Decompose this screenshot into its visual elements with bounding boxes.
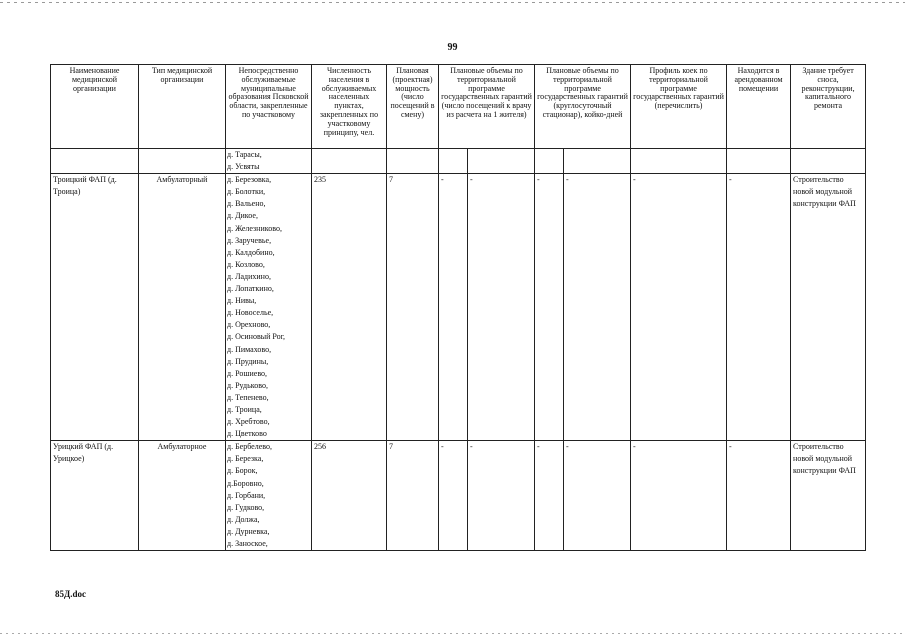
place-item: д. Лопаткино, — [227, 284, 274, 294]
place-item: д. Хребтово, — [227, 417, 270, 427]
place-item: д. Пимахово, — [227, 344, 272, 354]
visits-cell: - — [439, 174, 468, 441]
rebuild-cell: Строительство новой модульной конструкции ФАП — [791, 441, 866, 551]
header-municipalities: Непосредственно обслуживаемые муниципальные образования Псковской области, закрепленные по участковому — [226, 65, 312, 149]
place-item: д. Дикое, — [227, 211, 258, 221]
org-type-cell: Амбулаторный — [139, 174, 226, 441]
beds-cell: - — [535, 441, 564, 551]
header-bed-volumes: Плановые объемы по территориальной программе государственных гарантий (круглосуточный стационар), койко-дней — [535, 65, 631, 149]
header-rebuild: Здание требует сноса, реконструкции, капитального ремонта — [791, 65, 866, 149]
header-visit-volumes: Плановые объемы по территориальной программе государственных гарантий (число посещений к врачу из расчета на 1 жителя) — [439, 65, 535, 149]
place-item: д. Калдобино, — [227, 247, 275, 257]
place-item: д. Горбани, — [227, 490, 266, 500]
scan-edge-bottom — [0, 633, 905, 634]
header-org-name: Наименование медицинской организации — [51, 65, 139, 149]
beds-cell: - — [564, 441, 631, 551]
population-cell: 235 — [312, 174, 387, 441]
header-row — [51, 65, 866, 149]
municipalities-cell — [226, 441, 312, 551]
header-capacity: Плановая (проектная) мощность (число посещений в смену) — [387, 65, 439, 149]
beds-cell: - — [564, 174, 631, 441]
header-org-type: Тип медицинской организации — [139, 65, 226, 149]
place-item: д. Ладихино, — [227, 271, 271, 281]
place-item: д. Березовка, — [227, 175, 272, 185]
place-item: д.Боровно, — [227, 478, 264, 488]
place-item: д. Заручевье, — [227, 235, 272, 245]
header-population: Численность населения в обслуживаемых населенных пунктах, закрепленных по участковому принципу, чел. — [312, 65, 387, 149]
org-type-cell: Амбулаторное — [139, 441, 226, 551]
beds-cell: - — [535, 174, 564, 441]
place-item: д. Бербелево, — [227, 442, 272, 452]
place-item: д. Цветково — [227, 429, 267, 439]
capacity-cell: 7 — [387, 441, 439, 551]
header-bed-profile: Профиль коек по территориальной программе государственных гарантий (перечислить) — [631, 65, 727, 149]
place-item: д. Заноское, — [227, 539, 268, 548]
place-item: д. Орехново, — [227, 320, 271, 330]
municipalities-cell — [226, 174, 312, 441]
scan-edge-top — [0, 2, 905, 3]
table-row — [51, 174, 866, 441]
place-item: д. Нивы, — [227, 296, 257, 306]
place-item: д. Болотки, — [227, 187, 266, 197]
place-item: д. Тепенево, — [227, 392, 269, 402]
place-item: д. Тарасы, — [227, 150, 262, 159]
facilities-table — [50, 64, 866, 551]
visits-cell: - — [439, 441, 468, 551]
capacity-cell: 7 — [387, 174, 439, 441]
table-row — [51, 441, 866, 551]
place-item: д. Березка, — [227, 454, 264, 464]
place-item: д. Вальено, — [227, 199, 266, 209]
place-item: д. Рудьково, — [227, 380, 268, 390]
place-item: д. Рошиево, — [227, 368, 268, 378]
rented-cell: - — [727, 441, 791, 551]
org-name-cell: Урицкий ФАП (д. Урицкое) — [51, 441, 139, 551]
population-cell: 256 — [312, 441, 387, 551]
table-row-continuation — [51, 149, 866, 174]
rented-cell: - — [727, 174, 791, 441]
place-item: д. Борок, — [227, 466, 258, 476]
place-item: д. Усвяты — [227, 162, 260, 172]
place-item: д. Дурневка, — [227, 526, 270, 536]
place-item: д. Гудково, — [227, 502, 265, 512]
page-number: 99 — [447, 42, 458, 53]
place-item: д. Железниково, — [227, 223, 282, 233]
place-item: д. Осиновый Рог, — [227, 332, 286, 342]
visits-cell: - — [468, 174, 535, 441]
place-item: д. Козлово, — [227, 259, 265, 269]
org-name-cell: Троицкий ФАП (д. Троица) — [51, 174, 139, 441]
place-item: д. Новоселье, — [227, 308, 274, 318]
profile-cell: - — [631, 441, 727, 551]
visits-cell: - — [468, 441, 535, 551]
rebuild-cell: Строительство новой модульной конструкции ФАП — [791, 174, 866, 441]
place-item: д. Прудины, — [227, 356, 269, 366]
place-item: д. Троица, — [227, 404, 262, 414]
profile-cell: - — [631, 174, 727, 441]
municipalities-cell — [226, 149, 312, 174]
header-rented: Находится в арендованном помещении — [727, 65, 791, 149]
footer-filename: 85Д.doc — [55, 589, 86, 599]
place-item: д. Должа, — [227, 514, 260, 524]
